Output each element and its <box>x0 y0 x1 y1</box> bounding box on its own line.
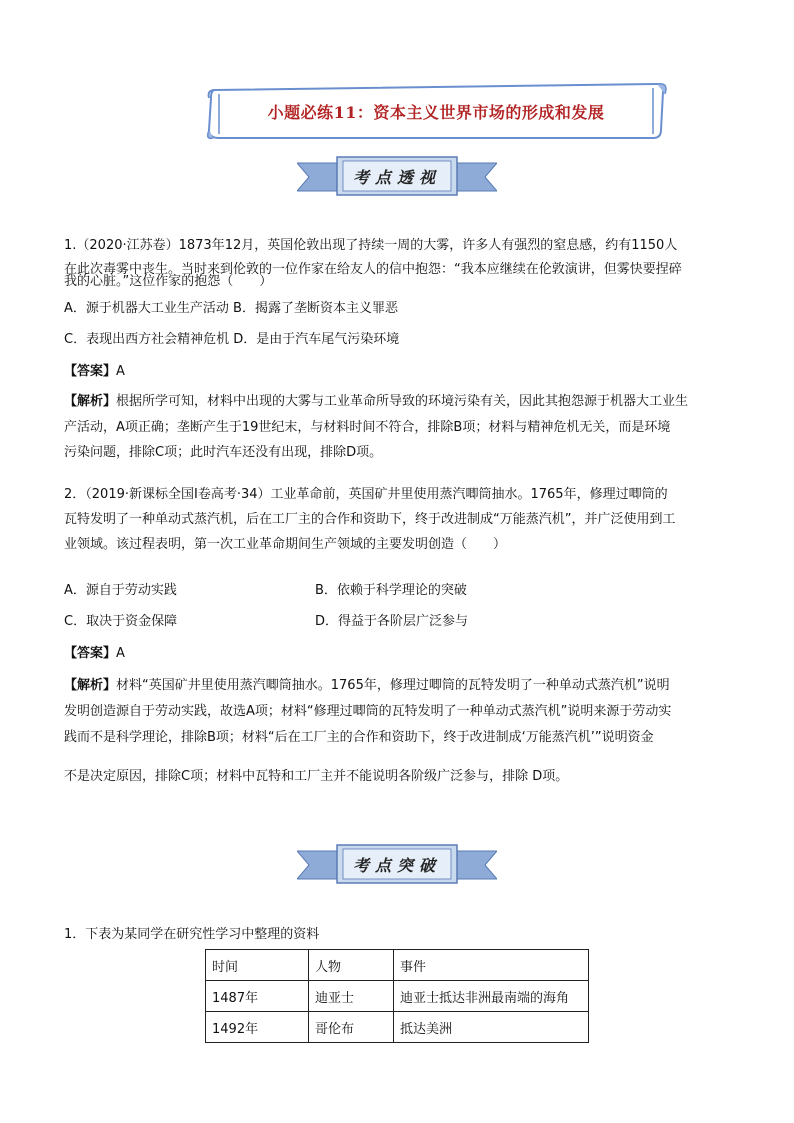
title-banner <box>205 80 667 142</box>
analysis-label: 【解析】 <box>64 394 117 409</box>
data-table <box>205 949 589 1043</box>
analysis-text: 材料“英国矿井里使用蒸汽唧筒抽水。1765年，修理过唧筒的瓦特发明了一种单动式蒸汽机”说明 <box>116 678 670 693</box>
table-cell: 1492年 <box>206 1012 309 1043</box>
table-cell: 哥伦布 <box>309 1012 394 1043</box>
q2-analysis-line3: 践而不是科学理论，排除B项；材料“后在工厂主的合作和资助下，终于改进制成‘万能蒸汽机’”说明资金 <box>64 730 654 745</box>
table-cell: 抵达美洲 <box>394 1012 589 1043</box>
table-header-cell: 事件 <box>394 950 589 981</box>
answer-value: A <box>116 364 125 379</box>
q2-stem-line1: 2．（2019·新课标全国Ⅰ卷高考·34）工业革命前，英国矿井里使用蒸汽唧筒抽水。1765年，修理过唧筒的 <box>64 487 668 502</box>
answer-value: A <box>116 646 125 661</box>
q3-stem: 1．下表为某同学在研究性学习中整理的资料 <box>64 927 320 942</box>
q1-answer <box>64 360 125 384</box>
q1-options-line2: C．表现出西方社会精神危机 D．是由于汽车尾气污染环境 <box>64 332 400 347</box>
table-cell: 迪亚士 <box>309 981 394 1012</box>
table-cell: 迪亚士抵达非洲最南端的海角 <box>394 981 589 1012</box>
section-header-1 <box>297 155 497 199</box>
q2-analysis-line1 <box>64 674 670 698</box>
q2-option-b: B．依赖于科学理论的突破 <box>315 583 467 598</box>
answer-label: 【答案】 <box>64 364 117 379</box>
section-header-2 <box>297 843 497 887</box>
q1-analysis-line1 <box>64 390 688 414</box>
q2-option-a: A．源自于劳动实践 <box>64 583 177 598</box>
table-header-row <box>206 950 589 981</box>
q1-stem-line1: 1.（2020·江苏卷）1873年12月，英国伦敦出现了持续一周的大雾，许多人有强烈的窒息感，约有1150人 <box>64 238 678 253</box>
q1-analysis-line3: 污染问题，排除C项；此时汽车还没有出现，排除D项。 <box>64 445 383 460</box>
q1-stem-line3: 我的心脏。”这位作家的抱怨（ ） <box>64 274 273 289</box>
section-header-2-label: 考点突破 <box>352 856 441 875</box>
q2-answer <box>64 642 125 666</box>
q2-stem-line3: 业领域。该过程表明，第一次工业革命期间生产领域的主要发明创造（ ） <box>64 537 507 552</box>
q1-stem-line2: 在此次毒雾中丧生。当时来到伦敦的一位作家在给友人的信中抱怨：“我本应继续在伦敦演讲，但雾快要捏碎 <box>64 262 682 277</box>
q2-analysis-line2: 发明创造源自于劳动实践，故选A项；材料“修理过唧筒的瓦特发明了一种单动式蒸汽机”说明来源于劳动实 <box>64 704 672 719</box>
table-header-cell: 人物 <box>309 950 394 981</box>
analysis-label: 【解析】 <box>64 678 117 693</box>
q2-option-d: D．得益于各阶层广泛参与 <box>315 614 469 629</box>
analysis-text: 根据所学可知，材料中出现的大雾与工业革命所导致的环境污染有关，因此其抱怨源于机器大工业生 <box>116 394 689 409</box>
q1-analysis-line2: 产活动，A项正确；垄断产生于19世纪末，与材料时间不符合，排除B项；材料与精神危机无关，而是环境 <box>64 420 671 435</box>
table-row <box>206 981 589 1012</box>
page-title: 小题必练11：资本主义世界市场的形成和发展 <box>267 103 605 122</box>
answer-label: 【答案】 <box>64 646 117 661</box>
q2-option-c: C．取决于资金保障 <box>64 614 178 629</box>
q2-analysis-line4: 不是决定原因，排除C项；材料中瓦特和工厂主并不能说明各阶级广泛参与，排除 D项。 <box>64 769 569 784</box>
table-cell: 1487年 <box>206 981 309 1012</box>
q2-stem-line2: 瓦特发明了一种单动式蒸汽机，后在工厂主的合作和资助下，终于改进制成“万能蒸汽机”，并广泛使用到工 <box>64 512 676 527</box>
section-header-1-label: 考点透视 <box>352 168 441 187</box>
table-row <box>206 1012 589 1043</box>
q1-options-line1: A．源于机器大工业生产活动 B．揭露了垄断资本主义罪恶 <box>64 301 398 316</box>
table-header-cell: 时间 <box>206 950 309 981</box>
